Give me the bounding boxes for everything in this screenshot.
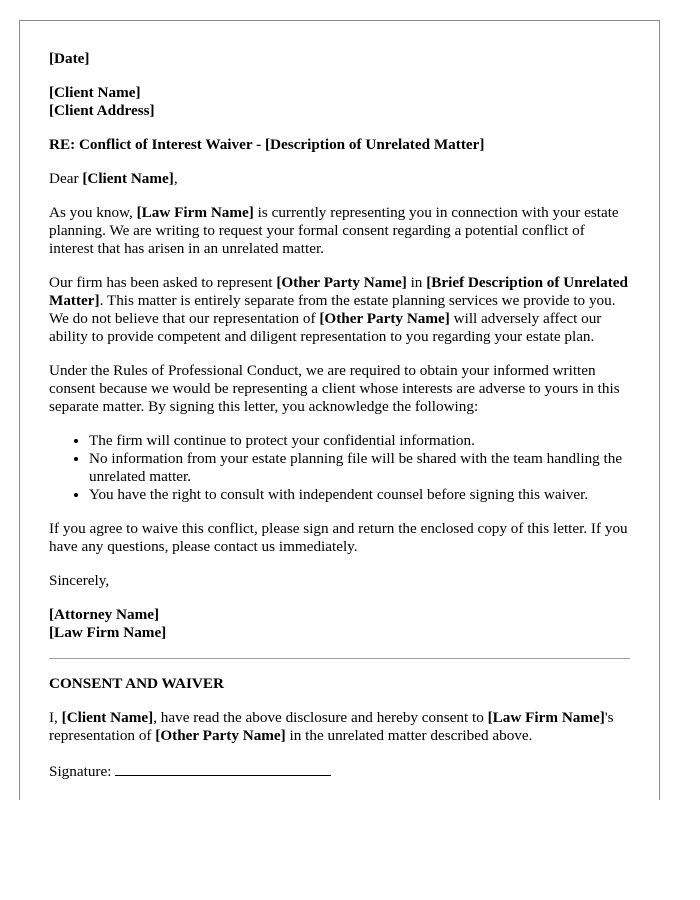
conflict-paragraph: Our firm has been asked to represent [Other Party Name] in [Brief Description of Unrelated Matter]. This matter is entirely separate from the estate planning services we provide to you. We do not believe that our representation of [Other Party Name] will adversely affect our ability to provide competent and diligent representation to you regarding your estate plan. [49, 274, 628, 345]
subject-line: RE: Conflict of Interest Waiver - [Description of Unrelated Matter] [49, 136, 485, 153]
consent-paragraph: I, [Client Name], have read the above disclosure and hereby consent to [Law Firm Name]'s representation of [Other Party Name] in the unrelated matter described above. [49, 709, 614, 744]
intro-paragraph: As you know, [Law Firm Name] is currently representing you in connection with your estate planning. We are writing to request your formal consent regarding a potential conflict of interest that has arisen in an unrelated matter. [49, 204, 619, 257]
section-divider [49, 658, 630, 659]
salutation: Dear [Client Name], [49, 170, 178, 187]
date: [Date] [49, 50, 90, 67]
waiver-request-paragraph: If you agree to waive this conflict, please sign and return the enclosed copy of this letter. If you have any questions, please contact us immediately. [49, 520, 628, 555]
signature-row [49, 761, 630, 781]
list-item: • No information from your estate planning file will be shared with the team handling the unrelated matter. [89, 450, 630, 486]
consent-heading: CONSENT AND WAIVER [49, 675, 224, 692]
firm-name: [Law Firm Name] [49, 624, 167, 641]
letter-page [19, 20, 660, 800]
signature-line[interactable] [115, 761, 331, 776]
list-item: • You have the right to consult with independent counsel before signing this waiver. [89, 486, 630, 504]
rules-paragraph: Under the Rules of Professional Conduct, we are required to obtain your informed written consent because we would be representing a client whose interests are adverse to yours in this separate matter. By signing this letter, you acknowledge the following: [49, 362, 620, 415]
acknowledgement-list [49, 432, 630, 504]
attorney-name: [Attorney Name] [49, 606, 160, 623]
client-name: [Client Name] [49, 84, 141, 101]
list-item: • The firm will continue to protect your confidential information. [89, 432, 630, 450]
signature-label: Signature: [49, 763, 112, 780]
closing: Sincerely, [49, 572, 110, 589]
client-address: [Client Address] [49, 102, 155, 119]
